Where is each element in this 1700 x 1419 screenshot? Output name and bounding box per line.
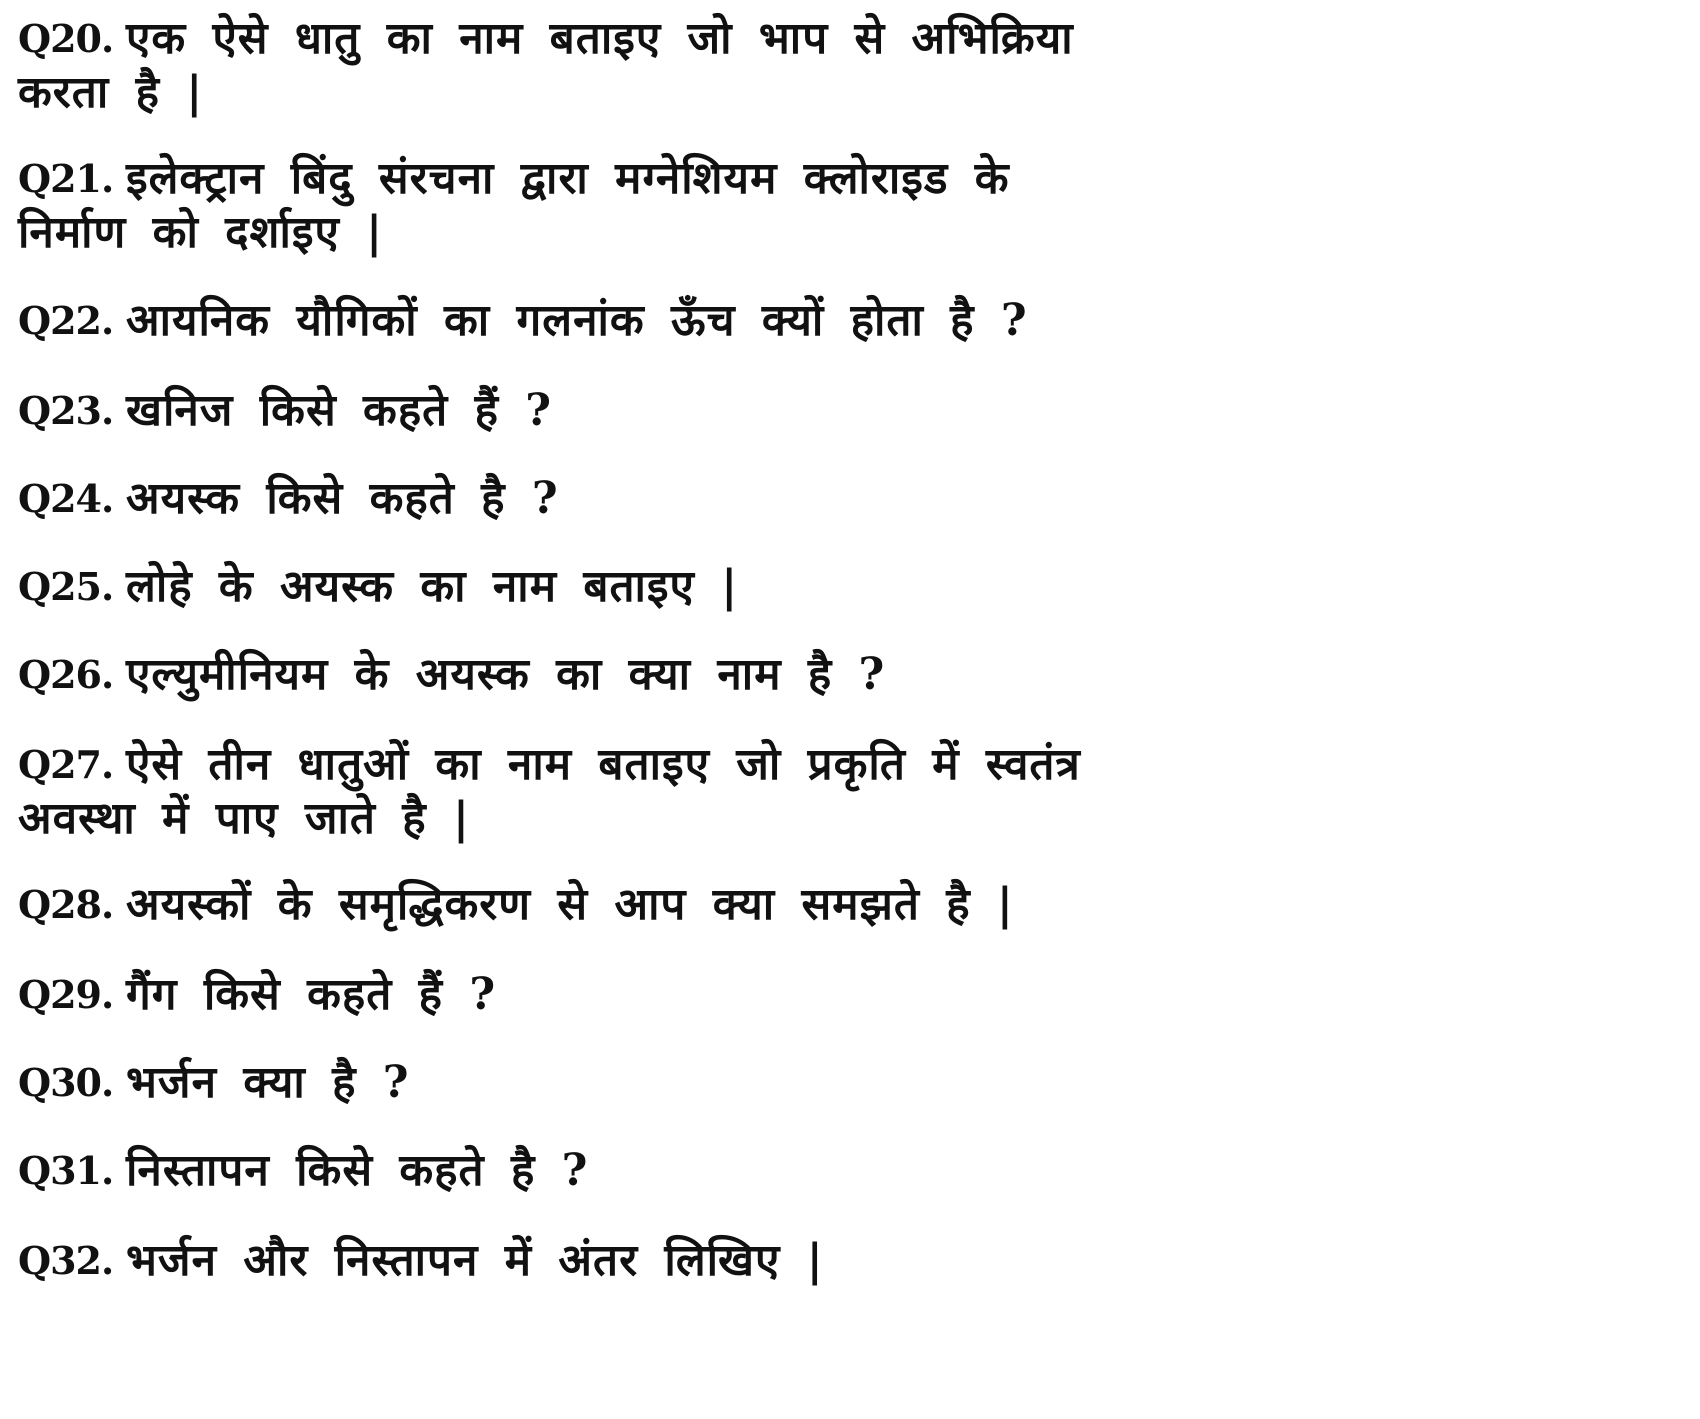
question-text: भर्जन और निस्तापन में अंतर लिखिए | [126, 1235, 824, 1286]
question-24 [18, 470, 559, 528]
question-29 [18, 966, 496, 1024]
question-number: Q21. [18, 156, 114, 201]
question-26 [18, 646, 885, 704]
question-number: Q31. [18, 1148, 114, 1193]
question-number: Q27. [18, 742, 114, 787]
question-25 [18, 558, 738, 616]
question-text-continued: अवस्था में पाए जाते है | [18, 793, 470, 844]
question-text: इलेक्ट्रान बिंदु संरचना द्वारा मग्नेशियम क्लोराइड के [126, 153, 1010, 204]
question-text: लोहे के अयस्क का नाम बताइए | [126, 561, 739, 612]
question-number: Q22. [18, 298, 114, 343]
question-21 [18, 150, 1010, 208]
question-number: Q23. [18, 388, 114, 433]
question-text: एल्युमीनियम के अयस्क का क्या नाम है ? [126, 649, 886, 700]
question-23 [18, 382, 552, 440]
question-text: गैंग किसे कहते हैं ? [126, 969, 497, 1020]
question-number: Q32. [18, 1238, 114, 1283]
question-27 [18, 736, 1081, 794]
question-20 [18, 10, 1074, 68]
question-text: निस्तापन किसे कहते है ? [126, 1145, 589, 1196]
question-28 [18, 876, 1014, 934]
question-number: Q29. [18, 972, 114, 1017]
question-number: Q26. [18, 652, 114, 697]
question-text: भर्जन क्या है ? [126, 1057, 410, 1108]
question-number: Q20. [18, 16, 114, 61]
question-text-continued: निर्माण को दर्शाइए | [18, 207, 384, 258]
question-text: अयस्कों के समृद्धिकरण से आप क्या समझते है | [126, 879, 1014, 930]
question-number: Q24. [18, 476, 114, 521]
question-text: खनिज किसे कहते हैं ? [126, 385, 553, 436]
question-number: Q25. [18, 564, 114, 609]
question-text: अयस्क किसे कहते है ? [126, 473, 559, 524]
question-text: ऐसे तीन धातुओं का नाम बताइए जो प्रकृति में स्वतंत्र [126, 739, 1081, 790]
question-text: एक ऐसे धातु का नाम बताइए जो भाप से अभिक्रिया [126, 13, 1074, 64]
question-30 [18, 1054, 410, 1112]
question-text-continued: करता है | [18, 67, 204, 118]
question-22 [18, 292, 1028, 350]
question-number: Q28. [18, 882, 114, 927]
question-32 [18, 1232, 824, 1290]
question-number: Q30. [18, 1060, 114, 1105]
question-text: आयनिक यौगिकों का गलनांक ऊँच क्यों होता है ? [126, 295, 1028, 346]
question-31 [18, 1142, 588, 1200]
